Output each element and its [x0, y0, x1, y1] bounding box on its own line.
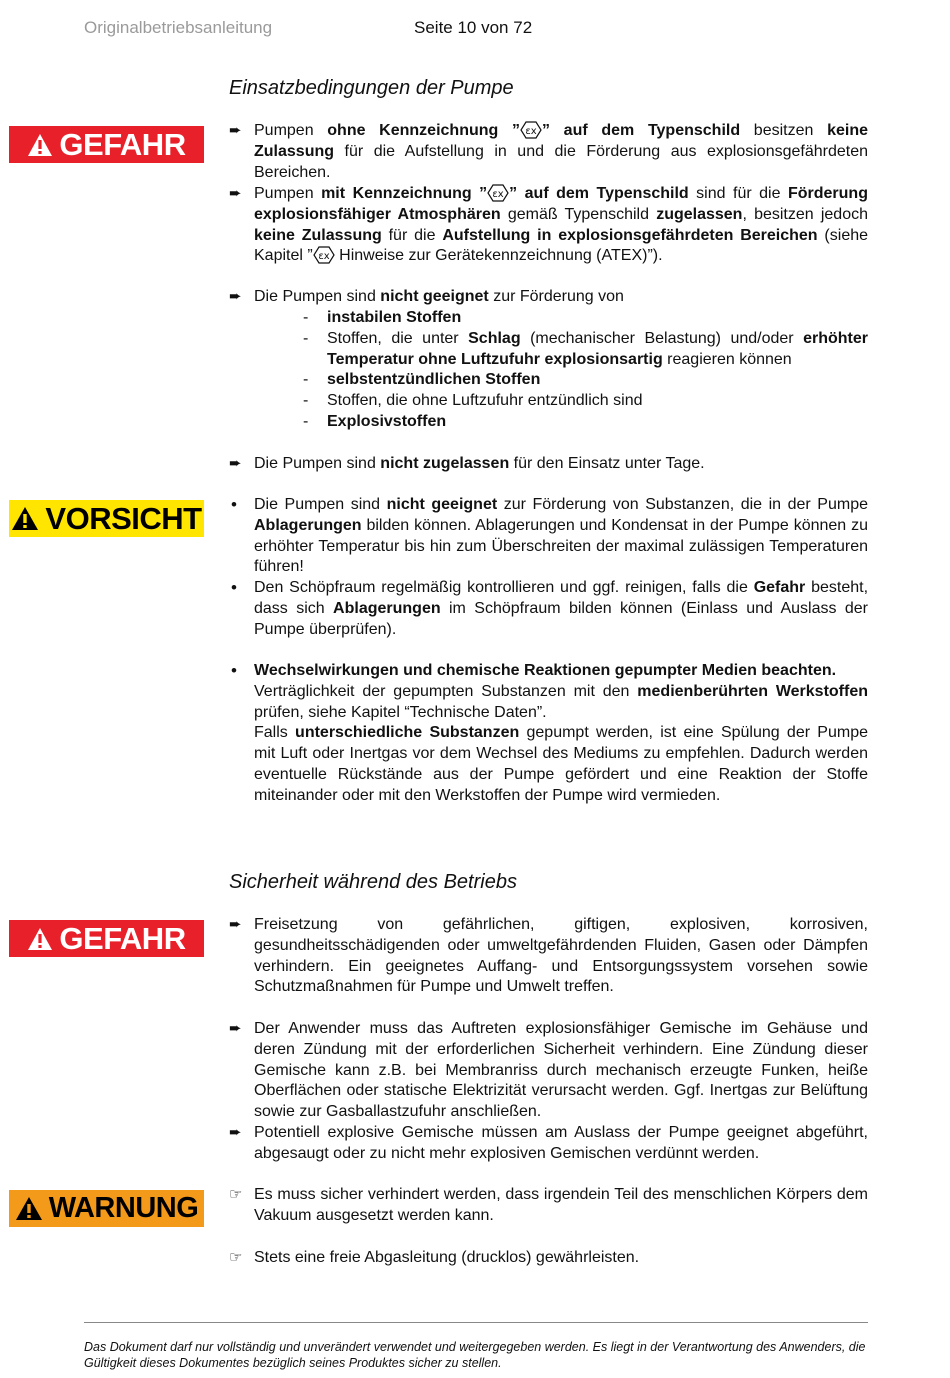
bullet-marker: • [231, 661, 237, 680]
gefahr-sign [9, 126, 204, 163]
warning-triangle-icon [27, 133, 53, 157]
hand-pointer-icon: ☞ [229, 1249, 243, 1266]
ex-hexagon-icon [487, 184, 509, 202]
arrow-marker: ➨ [229, 455, 242, 472]
paragraph-nicht-geeignet: Die Pumpen sind nicht geeignet zur Förderung von [254, 288, 624, 305]
arrow-marker: ➨ [229, 185, 242, 202]
bullet-marker: • [231, 495, 237, 514]
warning-triangle-icon [27, 927, 53, 951]
section-title-einsatzbedingungen: Einsatzbedingungen der Pumpe [229, 77, 514, 99]
paragraph-vakuum: Es muss sicher verhindert werden, dass irgendein Teil des menschlichen Körpers dem Vakuum ausgesetzt werden kann. [254, 1186, 868, 1224]
warnung-sign [9, 1190, 204, 1227]
vorsicht-sign [9, 500, 204, 537]
svg-text:εx: εx [525, 126, 537, 137]
vorsicht-label: VORSICHT [45, 500, 202, 536]
paragraph-abgasleitung: Stets eine freie Abgasleitung (drucklos) gewährleisten. [254, 1249, 640, 1266]
ex-hexagon-icon [313, 246, 335, 264]
footer-disclaimer: Das Dokument darf nur vollständig und unverändert verwendet und weitergegeben werden. Es liegt in der Verantwortung des Anwenders, die Gültigkeit dieses Dokumentes bezüglich seines Produktes sicher zu stellen. [84, 1340, 866, 1370]
list-item: - Explosivstoffen [303, 413, 447, 430]
paragraph-ablagerungen: Die Pumpen sind nicht geeignet zur Förderung von Substanzen, die in der Pumpe Ablagerungen bilden können. Ablagerungen und Kondensat in der Pumpe können zu erhöhter Temperatur bis hin zum Überschreiten der maximal zulässigen Temperaturen führen! [254, 496, 868, 576]
paragraph-ohne-kennzeichnung: Pumpen ohne Kennzeichnung ” εx ” auf dem Typenschild besitzen keine Zulassung für die Aufstellung in und die Förderung aus explosionsgefährdeten Bereichen. [254, 122, 868, 181]
paragraph-explosive-gemische: Potentiell explosive Gemische müssen am Auslass der Pumpe geeignet abgeführt, abgesaugt oder zu nicht mehr explosiven Gemischen verdünnt werden. [254, 1124, 868, 1162]
gefahr-label: GEFAHR [59, 920, 186, 956]
paragraph-schoepfraum: Den Schöpfraum regelmäßig kontrollieren und ggf. reinigen, falls die Gefahr besteht, dass sich Ablagerungen im Schöpfraum bilden können (Einlass und Auslass der Pumpe überprüfen). [254, 579, 869, 638]
arrow-marker: ➨ [229, 916, 242, 933]
list-item: - selbstentzündlichen Stoffen [303, 371, 541, 388]
warning-triangle-icon [11, 506, 39, 531]
gefahr-label: GEFAHR [59, 126, 186, 162]
bullet-marker: • [231, 578, 237, 597]
svg-text:εx: εx [492, 189, 504, 200]
hand-pointer-icon: ☞ [229, 1186, 243, 1203]
arrow-marker: ➨ [229, 122, 242, 139]
warnung-label: WARNUNG [48, 1192, 199, 1224]
arrow-marker: ➨ [229, 1020, 242, 1037]
paragraph-nicht-zugelassen: Die Pumpen sind nicht zugelassen für den Einsatz unter Tage. [254, 455, 705, 472]
paragraph-freisetzung: Freisetzung von gefährlichen, giftigen, explosiven, korrosiven, gesundheitsschädigenden oder umweltgefährdenden Fluiden, Gasen oder Dämpfen verhindern. Ein geeignetes Auffang- und Entsorgungssystem vorsehen sowie Schutzmaßnahmen für Pumpe und Umwelt treffen. [254, 916, 868, 996]
document-type-label: Originalbetriebsanleitung [84, 18, 273, 37]
paragraph-mit-kennzeichnung: Pumpen mit Kennzeichnung ” εx ” auf dem Typenschild sind für die Förderung explosionsfähiger Atmosphären gemäß Typenschild zugelassen, besitzen jedoch keine Zulassung für die Aufstellung in explosionsgefährdeten Bereichen (siehe Kapitel ” εx Hinweise zur Gerätekennzeichnung (ATEX)”). [254, 185, 869, 265]
list-item: - Stoffen, die unter Schlag (mechanischer Belastung) und/oder erhöhter Temperatur ohne Luftzufuhr explosionsartig reagieren können [303, 330, 869, 368]
svg-text:εx: εx [318, 251, 330, 263]
gefahr-sign [9, 920, 204, 957]
warning-triangle-icon [15, 1196, 43, 1221]
list-item: - instabilen Stoffen [303, 309, 462, 326]
paragraph-anwender: Der Anwender muss das Auftreten explosionsfähiger Gemische im Gehäuse und deren Zündung mit der erforderlichen Sicherheit verhindern. Eine Zündung dieser Gemische kann z.B. bei Membranriss durch mechanisch erzeugte Funken, heiße Oberflächen oder statische Elektrizität verursacht werden. Ggf. Inertgas zur Belüftung sowie zur Gasballastzufuhr anschließen. [254, 1020, 868, 1121]
arrow-marker: ➨ [229, 1124, 242, 1141]
list-item: - Stoffen, die ohne Luftzufuhr entzündlich sind [303, 392, 643, 409]
paragraph-wechselwirkungen: Wechselwirkungen und chemische Reaktionen gepumpter Medien beachten. Verträglichkeit der gepumpten Substanzen mit den medienberührten Werkstoffen prüfen, siehe Kapitel “Technische Daten”. Falls unterschiedliche Substanzen gepumpt werden, ist eine Spülung der Pumpe mit Luft oder Inertgas vor dem Wechsel des Mediums zu empfehlen. Dadurch werden eventuelle Rückstände aus der Pumpe gefördert und eine Reaktion der Stoffe miteinander oder mit den Werkstoffen der Pumpe wird vermieden. [254, 662, 869, 804]
section-title-sicherheit: Sicherheit während des Betriebs [229, 871, 517, 893]
ex-hexagon-icon [520, 121, 542, 139]
footer-divider [84, 1322, 868, 1323]
arrow-marker: ➨ [229, 288, 242, 305]
page-number: Seite 10 von 72 [414, 18, 533, 37]
